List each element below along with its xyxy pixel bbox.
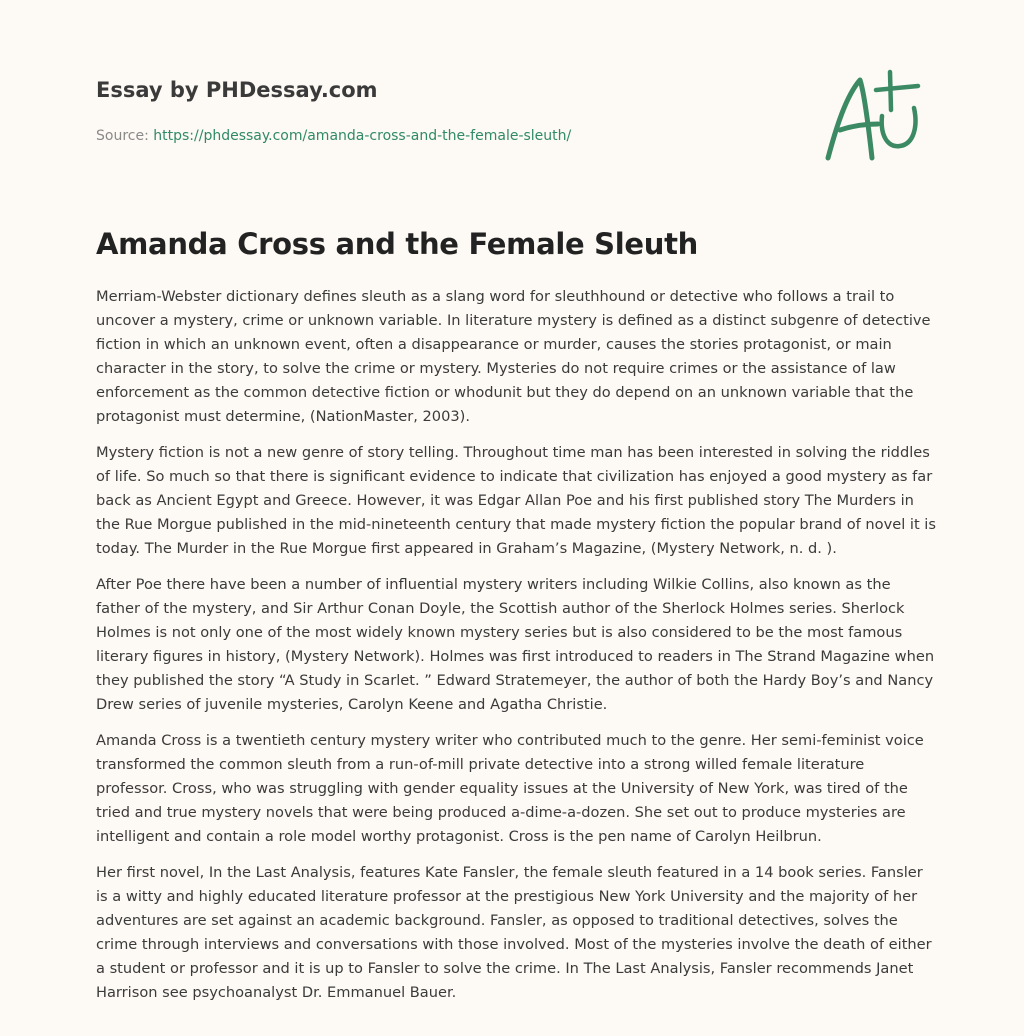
essay-paragraph: Amanda Cross is a twentieth century mystery writer who contributed much to the genre. Her semi-feminist voice transformed the common sleuth from a run-of-mill private detective into a strong willed female literature professor. Cross, who was struggling with gender equality issues at the University of New York, was tired of the tried and true mystery novels that were being produced a-dime-a-dozen. She set out to produce mysteries are intelligent and contain a role model worthy protagonist. Cross is the pen name of Carolyn Heilbrun. [96, 732, 924, 845]
essay-paragraph: Merriam-Webster dictionary defines sleuth as a slang word for sleuthhound or detective who follows a trail to uncover a mystery, crime or unknown variable. In literature mystery is defined as a distinct subgenre of detective fiction in which an unknown event, often a disappearance or murder, causes the stories protagonist, or main character in the story, to solve the crime or mystery. Mysteries do not require crimes or the assistance of law enforcement as the common detective fiction or whodunit but they do depend on an unknown variable that the protagonist must determine, (NationMaster, 2003). [96, 288, 931, 425]
essay-paragraph: Her first novel, In the Last Analysis, features Kate Fansler, the female sleuth featured in a 14 book series. Fansler is a witty and highly educated literature professor at the prestigious New York University and the majority of her adventures are set against an academic background. Fansler, as opposed to traditional detectives, solves the crime through interviews and conversations with those involved. Most of the mysteries involve the death of either a student or professor and it is up to Fansler to solve the crime. In The Last Analysis, Fansler recommends Janet Harrison see psychoanalyst Dr. Emmanuel Bauer. [96, 864, 932, 1001]
source-link[interactable]: https://phdessay.com/amanda-cross-and-the-female-sleuth/ [153, 128, 572, 144]
essay-paragraph: After Poe there have been a number of influential mystery writers including Wilkie Collins, also known as the father of the mystery, and Sir Arthur Conan Doyle, the Scottish author of the Sherlock Holmes series. Sherlock Holmes is not only one of the most widely known mystery series but is also considered to be the most famous literary figures in history, (Mystery Network). Holmes was first introduced to readers in The Strand Magazine when they published the story “A Study in Scarlet. ” Edward Stratemeyer, the author of both the Hardy Boy’s and Nancy Drew series of juvenile mysteries, Carolyn Keene and Agatha Christie. [96, 576, 935, 713]
a-plus-logo-icon [818, 66, 930, 166]
essay-paragraph: Mystery fiction is not a new genre of story telling. Throughout time man has been interested in solving the riddles of life. So much so that there is significant evidence to indicate that civilization has enjoyed a good mystery as far back as Ancient Egypt and Greece. However, it was Edgar Allan Poe and his first published story The Murders in the Rue Morgue published in the mid-nineteenth century that made mystery fiction the popular brand of novel it is today. The Murder in the Rue Morgue first appeared in Graham’s Magazine, (Mystery Network, n. d. ). [96, 444, 936, 557]
source-label: Source: [96, 128, 154, 144]
essay-body [96, 285, 936, 1017]
essay-title: Amanda Cross and the Female Sleuth [96, 227, 699, 261]
page-header [96, 76, 796, 146]
site-title: Essay by PHDessay.com [96, 78, 378, 102]
source-line [96, 126, 796, 146]
